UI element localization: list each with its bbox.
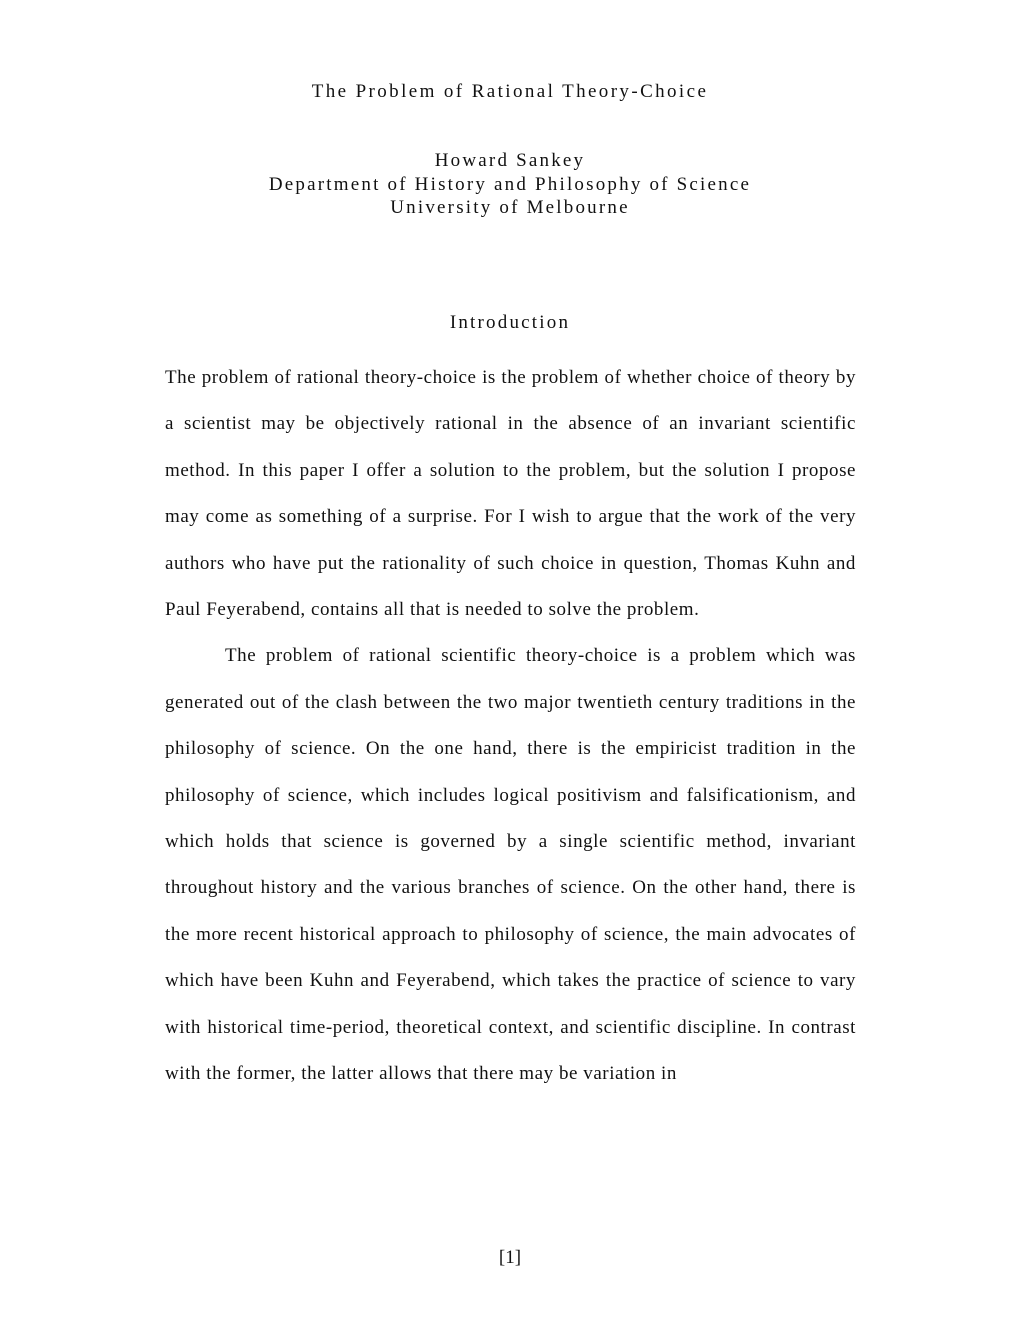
author-block	[0, 149, 1020, 220]
body-text	[165, 355, 856, 1098]
author-name: Howard Sankey	[434, 150, 586, 171]
author-institution: University of Melbourne	[390, 197, 630, 218]
page-number: [1]	[498, 1247, 522, 1268]
author-department: Department of History and Philosophy of Science	[268, 173, 752, 195]
section-heading: Introduction	[449, 312, 571, 333]
paragraph-1: The problem of rational theory-choice is the problem of whether choice of theory by a scientist may be objectively rational in the absence of an invariant scientific method. In this paper I offer a solution to the problem, but the solution I propose may come as something of a surprise. For I wish to argue that the work of the very authors who have put the rationality of such choice in question, Thomas Kuhn and Paul Feyerabend, contains all that is needed to solve the problem.	[165, 367, 856, 621]
paper-title: The Problem of Rational Theory-Choice	[311, 81, 709, 102]
paragraph-2: The problem of rational scientific theory-choice is a problem which was generated out of the clash between the two major twentieth century traditions in the philosophy of science. On the one hand, there is the empiricist tradition in the philosophy of science, which includes logical positivism and falsificationism, and which holds that science is governed by a single scientific method, invariant throughout history and the various branches of science. On the other hand, there is the more recent historical approach to philosophy of science, the main advocates of which have been Kuhn and Feyerabend, which takes the practice of science to vary with historical time-period, theoretical context, and scientific discipline. In contrast with the former, the latter allows that there may be variation in	[165, 645, 856, 1085]
